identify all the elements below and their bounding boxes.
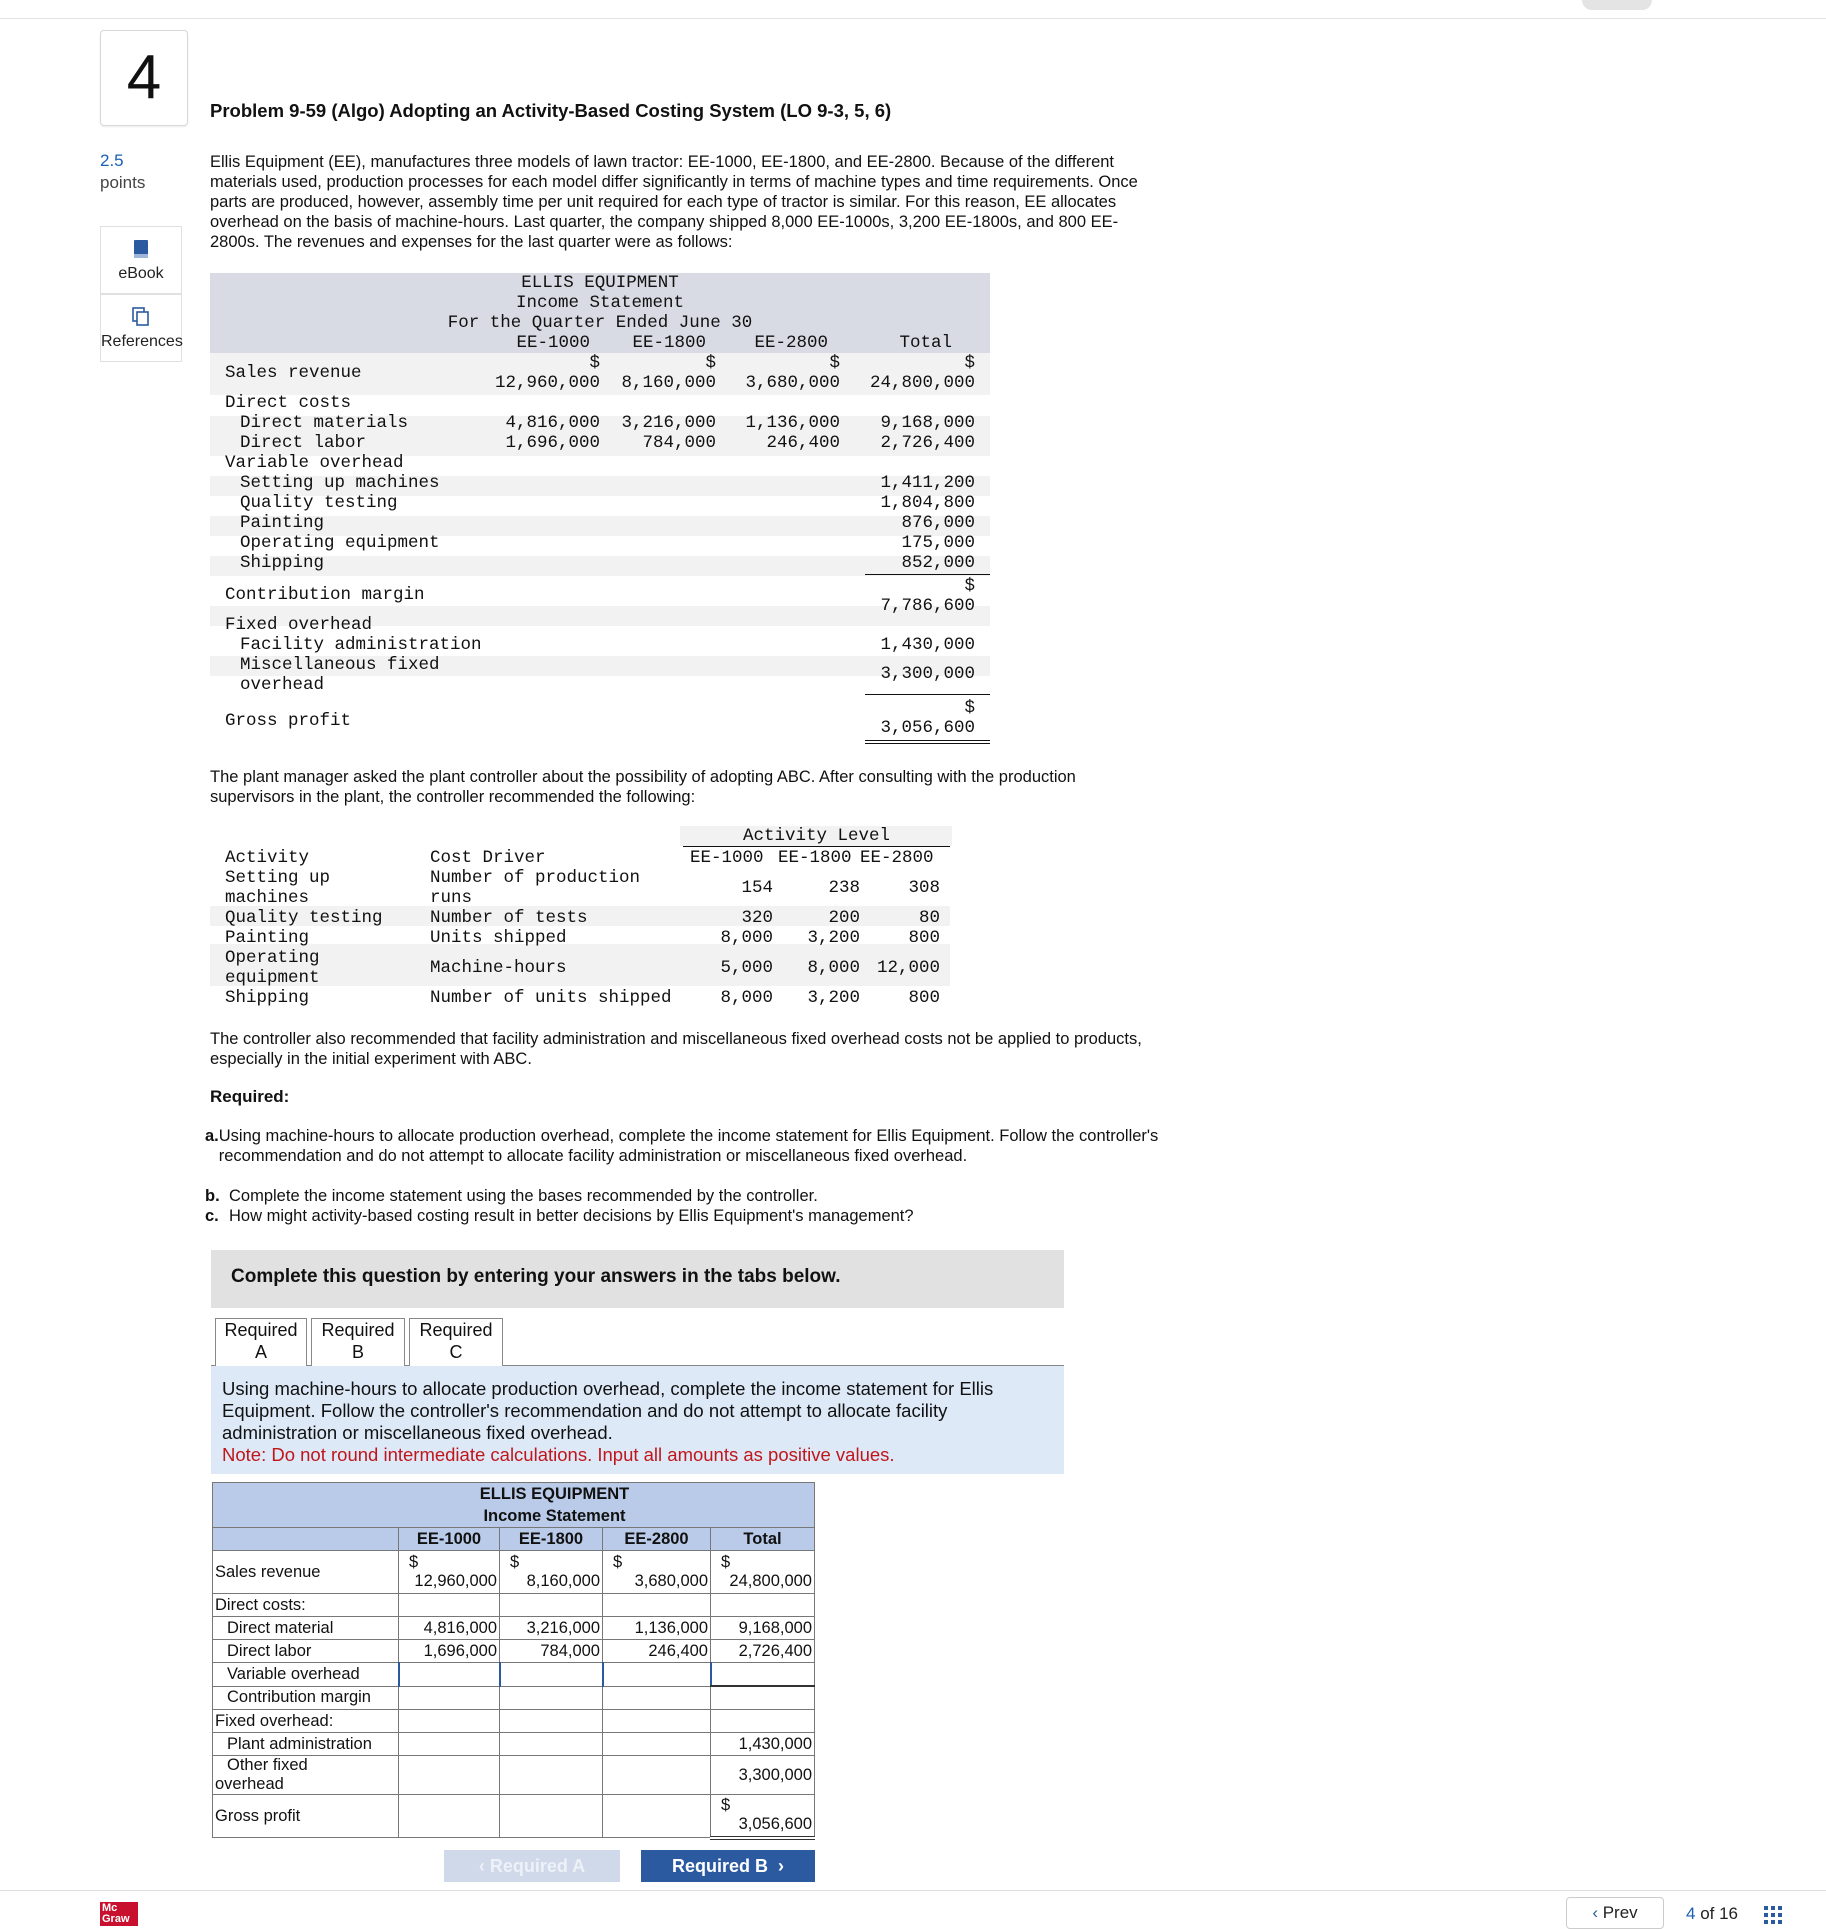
- req-letter: a.: [205, 1127, 219, 1145]
- dollar-sign: $: [705, 353, 716, 373]
- required-item-b: [205, 1186, 1165, 1206]
- middle-text: The plant manager asked the plant controller about the possibility of adopting ABC. After consulting with the production supervisors in the plant, the controller recommended the following:: [210, 768, 1076, 806]
- activity-name-2: machines: [225, 888, 310, 908]
- other-label-2: overhead: [215, 1775, 284, 1793]
- is-fac-total: 1,430,000: [880, 635, 975, 655]
- prev-question-button[interactable]: [1566, 1897, 1664, 1929]
- activity-value: 800: [908, 988, 940, 1008]
- instruction-text: Using machine-hours to allocate production overhead, complete the income statement for Ellis Equipment. Follow the controller's recommendation and do not attempt to allocate facility administration or miscellaneous fixed overhead.: [222, 1378, 994, 1443]
- answer-banner: [211, 1250, 1064, 1308]
- tab-label: Required: [224, 1320, 298, 1340]
- driver-name: Units shipped: [430, 928, 567, 948]
- activity-name: Operating: [225, 948, 320, 968]
- ans-sales-total: [711, 1551, 815, 1594]
- ans-vo-label: Variable overhead: [213, 1663, 399, 1687]
- activity-name: Shipping: [225, 988, 310, 1008]
- activity-value: 5,000: [720, 958, 773, 978]
- chevron-right-icon: ›: [768, 1856, 784, 1876]
- req-letter: c.: [205, 1207, 219, 1225]
- is-misc-label2: overhead: [240, 675, 325, 695]
- activity-value: 3,200: [807, 988, 860, 1008]
- is-cm-total: 7,786,600: [880, 596, 975, 616]
- mcgraw-logo: [100, 1902, 138, 1926]
- ans-gp-label: Gross profit: [213, 1795, 399, 1838]
- value: 8,160,000: [526, 1572, 600, 1590]
- tab-label-2: C: [449, 1342, 463, 1362]
- ans-dm-ee2800: 1,136,000: [603, 1617, 711, 1640]
- ans-dl-ee1000: 1,696,000: [399, 1640, 500, 1663]
- activity-value: 238: [828, 878, 860, 898]
- ans-col-ee1800: EE-1800: [500, 1528, 603, 1551]
- cm-ee1000-input[interactable]: [399, 1686, 500, 1710]
- logo-line-2: Graw: [102, 1913, 130, 1925]
- ans-sales-ee1800: [500, 1551, 603, 1594]
- dollar-sign: $: [721, 1796, 731, 1815]
- dollar-sign: $: [409, 1553, 419, 1571]
- tab-label-2: A: [254, 1342, 267, 1362]
- required-label: Required:: [210, 1087, 290, 1106]
- ans-cm-label: Contribution margin: [213, 1686, 399, 1710]
- chevron-left-icon: ‹: [478, 1856, 490, 1876]
- is-dl-ee2800: 246,400: [766, 433, 840, 453]
- copy-icon: [132, 307, 150, 327]
- is-dl-total: 2,726,400: [880, 433, 975, 453]
- ans-dm-total: 9,168,000: [711, 1617, 815, 1640]
- is-col-ee1000: EE-1000: [516, 333, 590, 353]
- required-item-c: [205, 1206, 1165, 1226]
- is-col-total: Total: [899, 333, 952, 353]
- is-misc-total: 3,300,000: [880, 664, 975, 684]
- ans-col-ee2800: EE-2800: [603, 1528, 711, 1551]
- required-item-a: [205, 1126, 1165, 1166]
- vo-ee1000-input[interactable]: [399, 1663, 500, 1687]
- activity-value: 8,000: [807, 958, 860, 978]
- is-var-label: Quality testing: [240, 493, 398, 513]
- tab-required-b[interactable]: [311, 1318, 405, 1368]
- ans-other-label: [213, 1756, 399, 1795]
- activity-level-header: Activity Level: [742, 826, 891, 846]
- is-title2: Income Statement: [515, 293, 685, 313]
- driver-name: Number of tests: [430, 908, 588, 928]
- vo-ee1800-input[interactable]: [500, 1663, 603, 1687]
- tab-label: Required: [419, 1320, 493, 1340]
- ans-dl-label: Direct labor: [213, 1640, 399, 1663]
- ans-dm-ee1800: 3,216,000: [500, 1617, 603, 1640]
- ans-sales-label: Sales revenue: [213, 1551, 399, 1594]
- other-label-1: Other fixed: [227, 1756, 308, 1774]
- is-var-label: Shipping: [240, 553, 325, 573]
- ans-gp-total: [711, 1795, 815, 1838]
- cm-total-input[interactable]: [711, 1686, 815, 1710]
- ans-dl-total: 2,726,400: [711, 1640, 815, 1663]
- is-var-oh: Variable overhead: [225, 453, 404, 473]
- is-dl-ee1000: 1,696,000: [505, 433, 600, 453]
- page-indicator[interactable]: [1686, 1904, 1738, 1924]
- is-fixed-oh: Fixed overhead: [225, 615, 373, 635]
- is-dm-ee2800: 1,136,000: [745, 413, 840, 433]
- double-underline: [865, 740, 990, 744]
- book-icon: [133, 239, 149, 259]
- top-pill: [1582, 0, 1652, 10]
- is-sales-label: Sales revenue: [225, 363, 362, 383]
- vo-total-input[interactable]: [711, 1663, 815, 1687]
- is-var-total: 175,000: [901, 533, 975, 553]
- ans-dl-ee2800: 246,400: [603, 1640, 711, 1663]
- ans-dm-ee1000: 4,816,000: [399, 1617, 500, 1640]
- next-label: Required B: [671, 1856, 768, 1876]
- is-dm-ee1800: 3,216,000: [621, 413, 716, 433]
- dollar-sign: $: [829, 353, 840, 373]
- ans-direct-costs: Direct costs:: [213, 1594, 399, 1617]
- is-title3: For the Quarter Ended June 30: [447, 313, 753, 333]
- ans-title1: ELLIS EQUIPMENT: [399, 1483, 711, 1506]
- logo-line-1: Mc: [102, 1902, 118, 1914]
- ans-plant-total: 1,430,000: [711, 1733, 815, 1756]
- is-var-total: 1,411,200: [880, 473, 975, 493]
- tab-required-a[interactable]: [215, 1318, 307, 1368]
- tab-label: Required: [321, 1320, 395, 1340]
- is-var-label: Setting up machines: [240, 473, 440, 493]
- is-var-label: Painting: [240, 513, 325, 533]
- ans-col-total: Total: [711, 1528, 815, 1551]
- points-value: 2.5: [100, 151, 124, 170]
- req-text: Complete the income statement using the bases recommended by the controller.: [229, 1187, 818, 1205]
- income-statement: [210, 273, 990, 747]
- controller-note: The controller also recommended that facility administration and miscellaneous fixed overhead costs not be applied to products, especially in the initial experiment with ABC.: [210, 1030, 1142, 1068]
- top-divider: [0, 18, 1826, 19]
- dollar-sign: $: [964, 353, 975, 373]
- cm-ee1800-input[interactable]: [500, 1686, 603, 1710]
- is-fac-label: Facility administration: [240, 635, 482, 655]
- activity-name: Setting up: [225, 868, 331, 888]
- is-dm-total: 9,168,000: [880, 413, 975, 433]
- underline: [865, 574, 990, 575]
- is-sales-ee1800: 8,160,000: [621, 373, 716, 393]
- value: 12,960,000: [414, 1572, 497, 1590]
- col-ee1000: EE-1000: [690, 848, 764, 868]
- ans-title2: Income Statement: [399, 1505, 711, 1528]
- problem-title: Problem 9-59 (Algo) Adopting an Activity-Based Costing System (LO 9-3, 5, 6): [210, 100, 892, 121]
- activity-name: Painting: [225, 928, 310, 948]
- is-var-total: 852,000: [901, 553, 975, 573]
- underline: [865, 694, 990, 695]
- is-col-ee2800: EE-2800: [754, 333, 828, 353]
- activity-value: 800: [908, 928, 940, 948]
- col-ee2800: EE-2800: [860, 848, 934, 868]
- is-sales-ee2800: 3,680,000: [745, 373, 840, 393]
- vo-ee2800-input[interactable]: [603, 1663, 711, 1687]
- points-label: points: [100, 173, 146, 192]
- driver-name-2: runs: [430, 888, 473, 908]
- references-label: References: [101, 333, 183, 350]
- activity-value: 3,200: [807, 928, 860, 948]
- cm-ee2800-input[interactable]: [603, 1686, 711, 1710]
- dollar-sign: $: [964, 576, 975, 596]
- activity-value: 8,000: [720, 928, 773, 948]
- activity-name-2: equipment: [225, 968, 320, 988]
- ans-dl-ee1800: 784,000: [500, 1640, 603, 1663]
- prev-question-label: Prev: [1602, 1903, 1638, 1922]
- is-sales-ee1000: 12,960,000: [494, 373, 600, 393]
- instruction-box: [211, 1366, 1064, 1474]
- is-dm-ee1000: 4,816,000: [505, 413, 600, 433]
- dollar-sign: $: [589, 353, 600, 373]
- dollar-sign: $: [721, 1553, 731, 1571]
- ans-sales-ee1000: [399, 1551, 500, 1594]
- ans-dm-label: Direct material: [213, 1617, 399, 1640]
- is-dm-label: Direct materials: [240, 413, 409, 433]
- next-required-button[interactable]: [641, 1850, 815, 1882]
- activity-value: 308: [908, 878, 940, 898]
- ans-fixed-label: Fixed overhead:: [213, 1710, 399, 1733]
- is-dl-ee1800: 784,000: [642, 433, 716, 453]
- prev-label: Required A: [489, 1856, 586, 1876]
- value: 24,800,000: [729, 1572, 812, 1590]
- references-button[interactable]: [100, 294, 182, 362]
- is-var-label: Operating equipment: [240, 533, 440, 553]
- is-misc-label: Miscellaneous fixed: [240, 655, 440, 675]
- driver-name: Number of production: [430, 868, 641, 888]
- driver-name: Machine-hours: [430, 958, 567, 978]
- is-var-total: 1,804,800: [880, 493, 975, 513]
- activity-value: 12,000: [876, 958, 940, 978]
- grid-icon[interactable]: [1764, 1906, 1782, 1924]
- ebook-label: eBook: [118, 265, 164, 282]
- ans-col-ee1000: EE-1000: [399, 1528, 500, 1551]
- page-of: of 16: [1700, 1904, 1739, 1923]
- col-ee1800: EE-1800: [778, 848, 852, 868]
- tab-required-c[interactable]: [409, 1318, 503, 1368]
- activity-value: 154: [741, 878, 773, 898]
- instruction-note: Note: Do not round intermediate calculations. Input all amounts as positive values.: [222, 1444, 895, 1465]
- activity-value: 320: [741, 908, 773, 928]
- col-activity: Activity: [225, 848, 310, 868]
- activity-name: Quality testing: [225, 908, 383, 928]
- activity-value: 8,000: [720, 988, 773, 1008]
- ans-sales-ee2800: [603, 1551, 711, 1594]
- points: [100, 150, 145, 194]
- answer-income-statement: [212, 1482, 815, 1840]
- is-var-total: 876,000: [901, 513, 975, 533]
- tab-label-2: B: [351, 1342, 364, 1362]
- value: 3,680,000: [634, 1572, 708, 1590]
- dollar-sign: $: [613, 1553, 623, 1571]
- is-direct-costs: Direct costs: [225, 393, 352, 413]
- is-sales-total: 24,800,000: [869, 373, 975, 393]
- banner-text: Complete this question by entering your answers in the tabs below.: [231, 1266, 841, 1287]
- driver-name: Number of units shipped: [430, 988, 672, 1008]
- req-letter: b.: [205, 1187, 220, 1205]
- req-text: How might activity-based costing result in better decisions by Ellis Equipment's management?: [229, 1207, 914, 1225]
- col-driver: Cost Driver: [430, 848, 546, 868]
- is-dl-label: Direct labor: [240, 433, 367, 453]
- prev-required-button[interactable]: [444, 1850, 620, 1882]
- req-text: Using machine-hours to allocate production overhead, complete the income statement for Ellis Equipment. Follow the controller's recommendation and do not attempt to allocate facility administration or miscellaneous fixed overhead.: [218, 1127, 1159, 1165]
- dollar-sign: $: [964, 698, 975, 718]
- activity-value: 80: [918, 908, 940, 928]
- ans-plant-label: Plant administration: [213, 1733, 399, 1756]
- footer-divider: [0, 1890, 1826, 1891]
- ebook-button[interactable]: [100, 226, 182, 294]
- is-gp-total: 3,056,600: [880, 718, 975, 738]
- is-cm-label: Contribution margin: [225, 585, 425, 605]
- page-current: 4: [1686, 1904, 1696, 1923]
- is-col-ee1800: EE-1800: [632, 333, 706, 353]
- intro-text: Ellis Equipment (EE), manufactures three models of lawn tractor: EE-1000, EE-1800, and EE-2800. Because of the different materials used, production processes for each model differ significantly in terms of machine types and time requirements. Once parts are produced, however, assembly time per unit required for each type of tractor is similar. For this reason, EE allocates overhead on the basis of machine-hours. Last quarter, the company shipped 8,000 EE-1000s, 3,200 EE-1800s, and 800 EE-2800s. The revenues and expenses for the last quarter were as follows:: [210, 153, 1138, 251]
- chevron-left-icon: ‹: [1592, 1903, 1598, 1922]
- dollar-sign: $: [510, 1553, 520, 1571]
- activity-value: 200: [828, 908, 860, 928]
- question-number: 4: [100, 30, 188, 126]
- is-gp-label: Gross profit: [225, 711, 352, 731]
- is-title1: ELLIS EQUIPMENT: [521, 273, 679, 293]
- activity-table: [210, 826, 950, 1011]
- value: 3,056,600: [738, 1815, 812, 1834]
- ans-other-total: 3,300,000: [711, 1756, 815, 1795]
